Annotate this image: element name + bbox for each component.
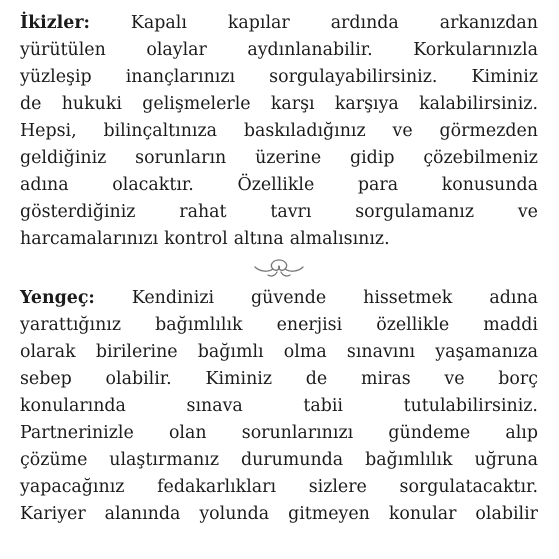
word: olarak bbox=[20, 342, 76, 362]
word: hukuki bbox=[61, 94, 122, 114]
word: rahat bbox=[179, 202, 227, 222]
word: alanında bbox=[104, 504, 181, 524]
text-line bbox=[20, 37, 538, 64]
word: kalabilirsiniz. bbox=[419, 94, 538, 114]
word: aydınlanabilir. bbox=[247, 40, 373, 60]
word: yürütülen bbox=[20, 40, 106, 60]
word: bağımlı bbox=[197, 342, 264, 362]
text-line bbox=[20, 366, 538, 393]
word: sizlere bbox=[308, 477, 367, 497]
section-heading: İkizler: bbox=[20, 13, 90, 33]
text-line bbox=[20, 91, 538, 118]
word: ulaştırmanız bbox=[109, 450, 219, 470]
word: Özellikle bbox=[237, 175, 315, 195]
text-line bbox=[20, 474, 538, 501]
word: Korkularınızla bbox=[413, 40, 538, 60]
word: yüzleşip bbox=[20, 67, 92, 87]
word: para bbox=[357, 175, 399, 195]
word: durumunda bbox=[240, 450, 344, 470]
word: sebep bbox=[20, 369, 72, 389]
word: sınavını bbox=[346, 342, 416, 362]
word: kontrol bbox=[164, 229, 228, 249]
word: ardında bbox=[330, 13, 399, 33]
text-line bbox=[20, 447, 538, 474]
word: sorgulatacaktır. bbox=[399, 477, 538, 497]
word: borç bbox=[498, 369, 538, 389]
word: olma bbox=[283, 342, 327, 362]
text-line bbox=[20, 199, 538, 226]
word: harcamalarınızı bbox=[20, 229, 159, 249]
word: olabilir. bbox=[105, 369, 172, 389]
word: enerjisi bbox=[276, 315, 343, 335]
text-line bbox=[20, 172, 538, 199]
word: görmezden bbox=[439, 121, 538, 141]
word: Kariyer bbox=[20, 504, 86, 524]
word: geldiğiniz bbox=[20, 148, 107, 168]
word: güvende bbox=[251, 288, 327, 308]
word: ve bbox=[444, 369, 465, 389]
word: bağımlılık bbox=[365, 450, 453, 470]
word: miras bbox=[360, 369, 411, 389]
word: sorgulamanız bbox=[355, 202, 474, 222]
word: sorgulayabilirsiniz. bbox=[269, 67, 438, 87]
word: olan bbox=[168, 423, 207, 443]
decorative-flourish-icon bbox=[251, 257, 307, 279]
word: yapacağınız bbox=[20, 477, 125, 497]
text-line bbox=[20, 118, 538, 145]
word: arkanızdan bbox=[439, 13, 538, 33]
word: konusunda bbox=[441, 175, 538, 195]
text-line bbox=[20, 339, 538, 366]
text-line bbox=[20, 64, 538, 91]
section-heading: Yengeç: bbox=[20, 288, 95, 308]
word: sınava bbox=[186, 396, 243, 416]
word: konular bbox=[388, 504, 457, 524]
word: almalısınız. bbox=[289, 229, 390, 249]
word: maddi bbox=[483, 315, 538, 335]
word: karşıya bbox=[334, 94, 399, 114]
word: birilerine bbox=[95, 342, 178, 362]
word: de bbox=[305, 369, 328, 389]
horoscope-section-yengec bbox=[20, 285, 538, 528]
text-line bbox=[20, 145, 538, 172]
word: gösterdiğiniz bbox=[20, 202, 136, 222]
word: tutulabilirsiniz. bbox=[403, 396, 538, 416]
word: ve bbox=[392, 121, 413, 141]
word: olabilir bbox=[475, 504, 538, 524]
word: ve bbox=[517, 202, 538, 222]
word: gündeme bbox=[388, 423, 471, 443]
word: adına bbox=[489, 288, 538, 308]
word: olacaktır. bbox=[112, 175, 194, 195]
word: Kendinizi bbox=[131, 288, 215, 308]
word: özellikle bbox=[376, 315, 450, 335]
text-line bbox=[20, 420, 538, 447]
word: konularında bbox=[20, 396, 126, 416]
horoscope-section-ikizler bbox=[20, 10, 538, 253]
word: baskıladığınız bbox=[243, 121, 366, 141]
word: çözüme bbox=[20, 450, 88, 470]
word: alıp bbox=[505, 423, 538, 443]
word: Hepsi, bbox=[20, 121, 77, 141]
section-divider bbox=[20, 257, 538, 279]
text-line bbox=[20, 393, 538, 420]
text-line bbox=[20, 312, 538, 339]
text-line bbox=[20, 10, 538, 37]
word: hissetmek bbox=[363, 288, 453, 308]
word: Kiminiz bbox=[205, 369, 272, 389]
word: tavrı bbox=[270, 202, 312, 222]
text-line bbox=[20, 226, 538, 253]
word: fedakarlıkları bbox=[157, 477, 277, 497]
word: altına bbox=[233, 229, 284, 249]
word: kapılar bbox=[227, 13, 290, 33]
word: gitmeyen bbox=[288, 504, 370, 524]
article-body bbox=[20, 10, 538, 528]
word: yaşamanıza bbox=[435, 342, 538, 362]
word: tabii bbox=[303, 396, 343, 416]
word: gelişmelerle bbox=[142, 94, 251, 114]
word: gidip bbox=[349, 148, 395, 168]
word: adına bbox=[20, 175, 69, 195]
word: çözebilmeniz bbox=[423, 148, 538, 168]
word: bağımlılık bbox=[155, 315, 243, 335]
word: inançlarınızı bbox=[125, 67, 236, 87]
word: sorunların bbox=[135, 148, 227, 168]
word: karşı bbox=[270, 94, 315, 114]
word: sorunlarınızı bbox=[241, 423, 354, 443]
word: üzerine bbox=[255, 148, 322, 168]
word: Kapalı bbox=[130, 13, 187, 33]
word: de bbox=[20, 94, 42, 114]
word: bilinçaltınıza bbox=[103, 121, 218, 141]
word: Partnerinizle bbox=[20, 423, 134, 443]
word: Kiminiz bbox=[471, 67, 538, 87]
word: olaylar bbox=[146, 40, 207, 60]
text-line bbox=[20, 501, 538, 528]
word: yarattığınız bbox=[20, 315, 122, 335]
word: yolunda bbox=[199, 504, 270, 524]
word: uğruna bbox=[474, 450, 538, 470]
text-line bbox=[20, 285, 538, 312]
